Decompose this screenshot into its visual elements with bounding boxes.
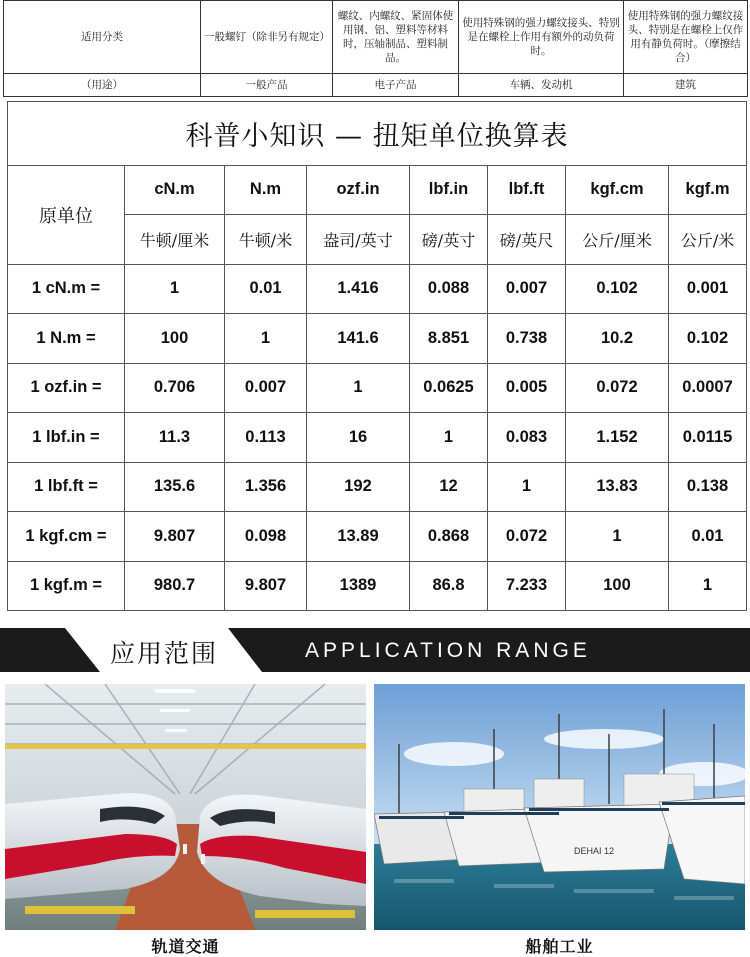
- unit-name: 牛顿/米: [225, 215, 307, 264]
- table-cell: 0.138: [669, 462, 747, 511]
- unit-symbol: ozf.in: [307, 165, 410, 214]
- table-cell: 0.007: [225, 363, 307, 412]
- table-cell: 9.807: [225, 561, 307, 611]
- unit-name: 公斤/米: [669, 215, 747, 264]
- usage-header-cell: 使用特殊钢的强力螺纹接头、特别是在螺栓上作用有额外的动负荷时。: [459, 1, 624, 74]
- table-row: [8, 413, 747, 462]
- unit-symbol: N.m: [225, 165, 307, 214]
- table-cell: 1.356: [225, 462, 307, 511]
- table-cell: 7.233: [488, 561, 566, 611]
- table-cell: 0.072: [488, 512, 566, 561]
- unit-symbol: kgf.m: [669, 165, 747, 214]
- table-cell: 1: [410, 413, 488, 462]
- unit-name: 公斤/厘米: [566, 215, 669, 264]
- table-cell: 192: [307, 462, 410, 511]
- table-cell: 0.0007: [669, 363, 747, 412]
- table-cell: 100: [566, 561, 669, 611]
- table-cell: 1: [125, 264, 225, 313]
- table-cell: 0.01: [225, 264, 307, 313]
- row-label: 1 ozf.in =: [8, 363, 125, 412]
- usage-cell: 车辆、发动机: [459, 74, 624, 97]
- usage-purpose-row: [4, 74, 748, 97]
- unit-symbol: lbf.in: [410, 165, 488, 214]
- unit-name: 牛顿/厘米: [125, 215, 225, 264]
- unit-symbol-row: [8, 165, 747, 214]
- table-cell: 1: [225, 314, 307, 363]
- row-label: 1 kgf.cm =: [8, 512, 125, 561]
- table-row: [8, 264, 747, 313]
- row-label: 1 kgf.m =: [8, 561, 125, 611]
- unit-name: 磅/英尺: [488, 215, 566, 264]
- table-cell: 0.001: [669, 264, 747, 313]
- table-cell: 0.706: [125, 363, 225, 412]
- table-cell: 8.851: [410, 314, 488, 363]
- usage-cell: （用途）: [4, 74, 201, 97]
- table-cell: 86.8: [410, 561, 488, 611]
- application-range-banner: [0, 628, 750, 672]
- table-row: [8, 363, 747, 412]
- table-cell: 0.072: [566, 363, 669, 412]
- table-cell: 980.7: [125, 561, 225, 611]
- table-row: [8, 561, 747, 611]
- table-cell: 0.01: [669, 512, 747, 561]
- usage-header-row: [4, 1, 748, 74]
- table-cell: 0.007: [488, 264, 566, 313]
- usage-header-cell: 适用分类: [4, 1, 201, 74]
- table-cell: 1: [669, 561, 747, 611]
- table-cell: 0.738: [488, 314, 566, 363]
- table-cell: 0.868: [410, 512, 488, 561]
- table-cell: 141.6: [307, 314, 410, 363]
- row-label: 1 cN.m =: [8, 264, 125, 313]
- table-cell: 1389: [307, 561, 410, 611]
- table-cell: 9.807: [125, 512, 225, 561]
- table-cell: 1: [488, 462, 566, 511]
- usage-cell: 电子产品: [333, 74, 459, 97]
- unit-name: 盎司/英寸: [307, 215, 410, 264]
- table-cell: 0.005: [488, 363, 566, 412]
- fishing-boats-illustration: [374, 684, 745, 930]
- table-cell: 10.2: [566, 314, 669, 363]
- table-cell: 0.102: [566, 264, 669, 313]
- unit-symbol: cN.m: [125, 165, 225, 214]
- banner-title-cn: 应用范围: [110, 639, 219, 668]
- unit-name: 磅/英寸: [410, 215, 488, 264]
- shipbuilding-photo: [374, 684, 745, 930]
- table-cell: 0.083: [488, 413, 566, 462]
- railway-photo: [5, 684, 366, 930]
- table-cell: 0.102: [669, 314, 747, 363]
- usage-table: [3, 0, 748, 97]
- table-row: [8, 314, 747, 363]
- table-cell: 1: [307, 363, 410, 412]
- usage-header-cell: 螺纹、内螺纹、紧固体使用钢、铝、塑料等材料时，压轴制品、塑料制品。: [333, 1, 459, 74]
- table-cell: 0.0625: [410, 363, 488, 412]
- table-cell: 16: [307, 413, 410, 462]
- usage-header-cell: 使用特殊钢的强力螺纹接头、特别是在螺栓上仅作用有静负荷时。（摩擦结合）: [624, 1, 748, 74]
- unit-symbol: lbf.ft: [488, 165, 566, 214]
- row-label: 1 lbf.in =: [8, 413, 125, 462]
- table-cell: 1: [566, 512, 669, 561]
- ship-hull-text: DEHAI 12: [574, 846, 615, 856]
- row-label: 1 lbf.ft =: [8, 462, 125, 511]
- table-cell: 0.098: [225, 512, 307, 561]
- train-depot-illustration: [5, 684, 366, 930]
- table-row: [8, 462, 747, 511]
- table-cell: 11.3: [125, 413, 225, 462]
- shipbuilding-caption: 船舶工业: [525, 937, 594, 956]
- table-cell: 1.416: [307, 264, 410, 313]
- torque-conversion-table: [7, 101, 747, 611]
- table-cell: 13.89: [307, 512, 410, 561]
- row-label: 1 N.m =: [8, 314, 125, 363]
- table-cell: 100: [125, 314, 225, 363]
- original-unit-label: 原单位: [8, 165, 125, 264]
- usage-cell: 一般产品: [201, 74, 333, 97]
- table-cell: 135.6: [125, 462, 225, 511]
- table-cell: 0.0115: [669, 413, 747, 462]
- table-cell: 1.152: [566, 413, 669, 462]
- table-cell: 12: [410, 462, 488, 511]
- usage-cell: 建筑: [624, 74, 748, 97]
- railway-caption: 轨道交通: [151, 937, 220, 956]
- table-cell: 0.088: [410, 264, 488, 313]
- table-row: [8, 512, 747, 561]
- usage-header-cell: 一般螺钉（除非另有规定）: [201, 1, 333, 74]
- table-cell: 0.113: [225, 413, 307, 462]
- unit-symbol: kgf.cm: [566, 165, 669, 214]
- table-title: 科普小知识 — 扭矩单位换算表: [8, 102, 747, 166]
- banner-title-en: APPLICATION RANGE: [305, 639, 591, 662]
- table-cell: 13.83: [566, 462, 669, 511]
